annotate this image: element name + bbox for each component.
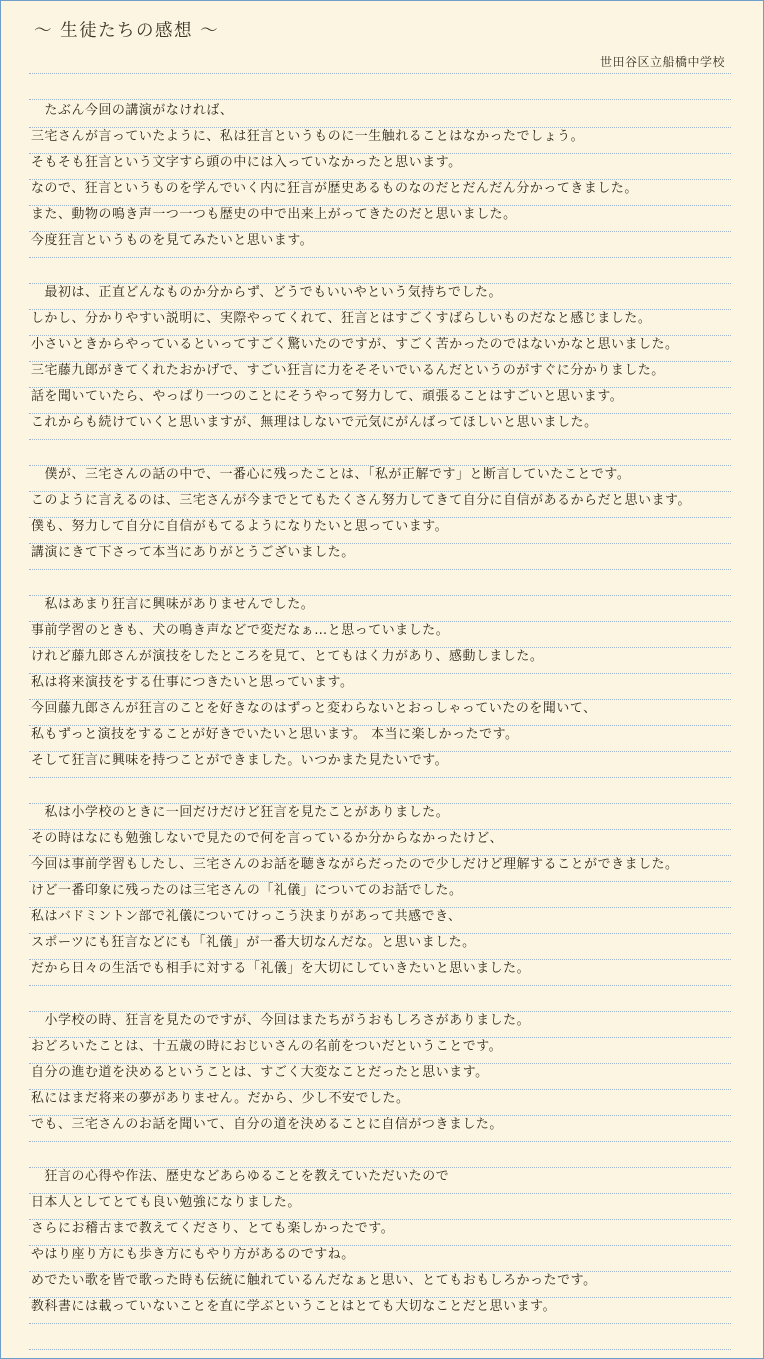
comment-line: けれど藤九郎さんが演技をしたところを見て、とてもはく力があり、感動しました。 [31, 649, 544, 664]
ruled-line [29, 1219, 731, 1220]
ruled-line [29, 335, 731, 336]
comment-line: 私はバドミントン部で礼儀についてけっこう決まりがあって共感でき、 [31, 909, 462, 924]
ruled-line [29, 1141, 731, 1142]
ruled-line [29, 777, 731, 778]
comment-line: やはり座り方にも歩き方にもやり方があるのですね。 [31, 1247, 355, 1262]
ruled-line [29, 1089, 731, 1090]
ruled-line [29, 543, 731, 544]
ruled-line [29, 959, 731, 960]
comment-line: 狂言の心得や作法、歴史などあらゆることを教えていただいたので [31, 1169, 450, 1184]
ruled-line [29, 1297, 731, 1298]
ruled-line [29, 725, 731, 726]
ruled-line [29, 1115, 731, 1116]
comment-line: 今度狂言というものを見てみたいと思います。 [31, 233, 314, 248]
ruled-line [29, 829, 731, 830]
ruled-line [29, 881, 731, 882]
comment-line: なので、狂言というものを学んでいく内に狂言が歴史あるものなのだとだんだん分かってきました。 [31, 181, 638, 196]
ruled-line [29, 1167, 731, 1168]
comment-line: 今回は事前学習もしたし、三宅さんのお話を聴きながらだったので少しだけど理解することができました。 [31, 857, 679, 872]
comment-line: 三宅さんが言っていたように、私は狂言というものに一生触れることはなかったでしょう。 [31, 129, 585, 144]
ruled-line [29, 439, 731, 440]
comment-line: 三宅藤九郎がきてくれたおかげで、すごい狂言に力をそそいでいるんだというのがすぐに分かりました。 [31, 363, 665, 378]
ruled-line [29, 1245, 731, 1246]
ruled-line [29, 73, 731, 74]
ruled-line [29, 413, 731, 414]
comment-line: おどろいたことは、十五歳の時におじいさんの名前をついだということです。 [31, 1039, 503, 1054]
ruled-line [29, 1193, 731, 1194]
comment-line: 私はあまり狂言に興味がありませんでした。 [31, 597, 315, 612]
ruled-line [29, 699, 731, 700]
comment-line: 事前学習のときも、犬の鳴き声などで変だなぁ…と思っていました。 [31, 623, 450, 638]
comment-line: 教科書には載っていないことを直に学ぶということはとても大切なことだと思います。 [31, 1299, 557, 1314]
page-title: 〜 生徒たちの感想 〜 [34, 21, 220, 41]
ruled-line [29, 257, 731, 258]
ruled-line [29, 1349, 731, 1350]
ruled-line [29, 647, 731, 648]
ruled-line [29, 985, 731, 986]
ruled-line [29, 751, 731, 752]
ruled-line [29, 855, 731, 856]
comment-line: 小さいときからやっているといってすごく驚いたのですが、すごく苦かったのではないかなと思いました。 [31, 337, 679, 352]
comment-line: 講演にきて下さって本当にありがとうございました。 [31, 545, 355, 560]
ruled-line [29, 933, 731, 934]
ruled-line [29, 517, 731, 518]
ruled-line [29, 1271, 731, 1272]
ruled-line [29, 283, 731, 284]
comment-line: 日本人としてとても良い勉強になりました。 [31, 1195, 301, 1210]
comment-line: 自分の進む道を決めるということは、すごく大変なことだったと思います。 [31, 1065, 489, 1080]
comment-line: このように言えるのは、三宅さんが今までとてもたくさん努力してきて自分に自信があるからだと思います。 [31, 493, 692, 508]
comment-line: 小学校の時、狂言を見たのですが、今回はまたちがうおもしろさがありました。 [31, 1013, 531, 1028]
comment-line: そもそも狂言という文字すら頭の中には入っていなかったと思います。 [31, 155, 462, 170]
comment-line: でも、三宅さんのお話を聞いて、自分の道を決めることに自信がつきました。 [31, 1117, 503, 1132]
ruled-line [29, 361, 731, 362]
ruled-line [29, 99, 731, 100]
ruled-line [29, 465, 731, 466]
ruled-line [29, 595, 731, 596]
comment-line: 今回藤九郎さんが狂言のことを好きなのはずっと変わらないとおっしゃっていたのを聞いて、 [31, 701, 597, 716]
ruled-line [29, 1063, 731, 1064]
ruled-line [29, 569, 731, 570]
ruled-line [29, 621, 731, 622]
comment-line: めでたい歌を皆で歌った時も伝統に触れているんだなぁと思い、とてもおもしろかったです。 [31, 1273, 597, 1288]
comment-line: その時はなにも勉強しないで見たので何を言っているか分からなかったけど、 [31, 831, 504, 846]
ruled-line [29, 673, 731, 674]
comment-line: これからも続けていくと思いますが、無理はしないで元気にがんばってほしいと思いました。 [31, 415, 598, 430]
comment-line: 最初は、正直どんなものか分からず、どうでもいいやという気持ちでした。 [31, 285, 503, 300]
comment-line: 私は小学校のときに一回だけだけど狂言を見たことがありました。 [31, 805, 450, 820]
comment-line: また、動物の鳴き声一つ一つも歴史の中で出来上がってきたのだと思いました。 [31, 207, 517, 222]
comment-line: 僕も、努力して自分に自信がもてるようになりたいと思っています。 [31, 519, 449, 534]
ruled-line [29, 231, 731, 232]
ruled-line [29, 1037, 731, 1038]
ruled-line [29, 491, 731, 492]
ruled-line [29, 205, 731, 206]
ruled-line [29, 309, 731, 310]
ruled-line [29, 387, 731, 388]
comment-line: しかし、分かりやすい説明に、実際やってくれて、狂言とはすごくすばらしいものだなと感じました。 [31, 311, 652, 326]
comment-line: さらにお稽古まで教えてくださり、とても楽しかったです。 [31, 1221, 395, 1236]
comment-line: 私にはまだ将来の夢がありません。だから、少し不安でした。 [31, 1091, 410, 1106]
ruled-line [29, 907, 731, 908]
school-name: 世田谷区立船橋中学校 [599, 55, 725, 69]
ruled-line [29, 179, 731, 180]
comment-line: けど一番印象に残ったのは三宅さんの「礼儀」についてのお話でした。 [31, 883, 463, 898]
comment-line: 話を聞いていたら、やっぱり一つのことにそうやって努力して、頑張ることはすごいと思います。 [31, 389, 624, 404]
comment-line: たぶん今回の講演がなければ、 [31, 103, 234, 118]
ruled-line [29, 1011, 731, 1012]
ruled-line [29, 1323, 731, 1324]
comment-line: スポーツにも狂言などにも「礼儀」が一番大切なんだな。と思いました。 [31, 935, 476, 950]
comment-line: 私は将来演技をする仕事につきたいと思っています。 [31, 675, 354, 690]
ruled-line [29, 127, 731, 128]
ruled-line [29, 153, 731, 154]
comment-line: そして狂言に興味を持つことができました。いつかまた見たいです。 [31, 753, 449, 768]
comment-line: 私もずっと演技をすることが好きでいたいと思います。 本当に楽しかったです。 [31, 727, 519, 742]
comment-line: だから日々の生活でも相手に対する「礼儀」を大切にしていきたいと思いました。 [31, 961, 531, 976]
ruled-line [29, 803, 731, 804]
comment-line: 僕が、三宅さんの話の中で、一番心に残ったことは、「私が正解です」と断言していたことです。 [31, 467, 631, 482]
